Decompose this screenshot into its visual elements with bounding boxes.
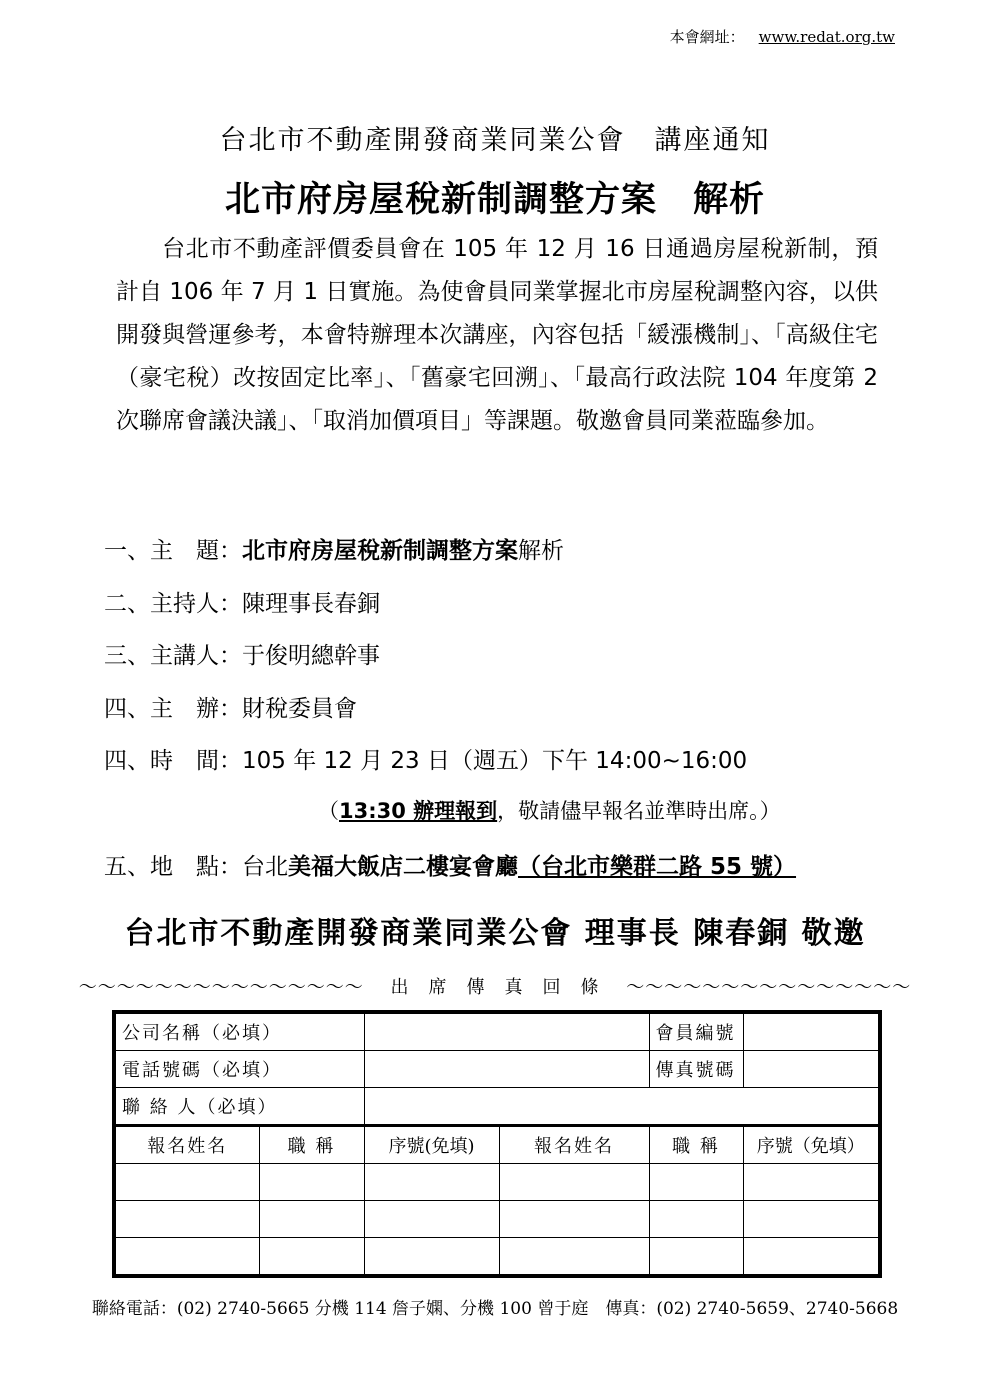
item-time-label: 四、時 間： [104, 748, 242, 774]
intro-text: 台北市不動產評價委員會在 105 年 12 月 16 日通過房屋稅新制，預計自 106 年 7 月 1 日實施。為使會員同業掌握北市房屋稅調整內容，以供開發與營運參考，本會特辦理本次講座，內容包括「緩漲機制」、「高級住宅（豪宅稅）改按固定比率」、「舊豪宅回溯」、「最高行政法院 104 年度第 2 次聯席會議決議」、「取消加價項目」等課題。敬邀會員同業蒞臨參加。 [116, 236, 878, 434]
attendee-name-field[interactable] [114, 1201, 259, 1238]
item-host-value: 陳理事長春銅 [242, 591, 380, 617]
time-note-open: （ [318, 799, 339, 823]
item-topic-value-bold: 北市府房屋稅新制調整方案 [242, 538, 518, 564]
attendee-row [114, 1238, 880, 1277]
contact-field[interactable] [364, 1088, 880, 1126]
time-note-rest: ，敬請儘早報名並準時出席。） [497, 799, 781, 823]
item-time [104, 742, 747, 775]
item-venue-name: 美福大飯店二樓宴會廳 [288, 854, 518, 880]
attendee-name-field[interactable] [114, 1238, 259, 1277]
item-venue-address: （台北市樂群二路 55 號） [518, 854, 797, 880]
company-field[interactable] [364, 1012, 649, 1051]
reply-form-table [112, 1010, 882, 1278]
attendee-serial-field[interactable] [743, 1201, 880, 1238]
attendee-serial-field[interactable] [364, 1164, 499, 1201]
attendee-title-field[interactable] [259, 1238, 364, 1277]
reply-title: 出 席 傳 真 回 條 [390, 977, 600, 998]
item-venue [104, 848, 796, 881]
attendee-serial-field[interactable] [364, 1238, 499, 1277]
item-host-label: 二、主持人： [104, 591, 242, 617]
header-name-2: 報名姓名 [499, 1126, 649, 1164]
attendee-title-field[interactable] [649, 1164, 743, 1201]
attendee-row [114, 1164, 880, 1201]
item-venue-label: 五、地 點： [104, 854, 242, 880]
attendee-title-field[interactable] [649, 1238, 743, 1277]
signoff: 台北市不動產開發商業同業公會 理事長 陳春銅 敬邀 [124, 916, 866, 951]
item-topic-label: 一、主 題： [104, 538, 242, 564]
header-title-2: 職 稱 [649, 1126, 743, 1164]
intro-paragraph [116, 228, 878, 443]
item-speaker [104, 637, 380, 670]
site-label: 本會網址： [669, 28, 745, 46]
item-topic [104, 532, 564, 565]
item-host [104, 585, 380, 618]
attendee-title-field[interactable] [649, 1201, 743, 1238]
item-speaker-value: 于俊明總幹事 [242, 643, 380, 669]
attendee-name-field[interactable] [499, 1201, 649, 1238]
reply-tilde-right: 〜〜〜〜〜〜〜〜〜〜〜〜〜〜〜 [626, 977, 912, 998]
reply-separator [0, 973, 990, 999]
attendee-name-field[interactable] [114, 1164, 259, 1201]
contact-label: 聯 絡 人（必填） [114, 1088, 364, 1126]
attendee-title-field[interactable] [259, 1164, 364, 1201]
attendee-name-field[interactable] [499, 1238, 649, 1277]
phone-label: 電話號碼（必填） [114, 1051, 364, 1088]
time-note-checkin: 13:30 辦理報到 [339, 799, 498, 823]
attendee-serial-field[interactable] [364, 1201, 499, 1238]
company-label: 公司名稱（必填） [114, 1012, 364, 1051]
attendee-title-field[interactable] [259, 1201, 364, 1238]
phone-field[interactable] [364, 1051, 649, 1088]
attendee-serial-field[interactable] [743, 1164, 880, 1201]
reply-tilde-left: 〜〜〜〜〜〜〜〜〜〜〜〜〜〜〜 [78, 977, 364, 998]
attendee-serial-field[interactable] [743, 1238, 880, 1277]
item-speaker-label: 三、主講人： [104, 643, 242, 669]
attendee-row [114, 1201, 880, 1238]
header-title-1: 職 稱 [259, 1126, 364, 1164]
contact-footer: 聯絡電話：(02) 2740-5665 分機 114 詹子嫻、分機 100 曾于庭 傳真：(02) 2740-5659、2740-5668 [91, 1299, 899, 1319]
item-time-value: 105 年 12 月 23 日（週五）下午 14:00~16:00 [242, 748, 748, 774]
item-venue-prefix: 台北 [242, 854, 288, 880]
fax-field[interactable] [743, 1051, 880, 1088]
header-serial-1: 序號(免填) [364, 1126, 499, 1164]
site-url-line [670, 26, 895, 47]
item-organizer-label: 四、主 辦： [104, 696, 242, 722]
header-name-1: 報名姓名 [114, 1126, 259, 1164]
item-topic-value-rest: 解析 [518, 538, 564, 564]
org-heading: 台北市不動產開發商業同業公會 講座通知 [219, 125, 771, 156]
member-no-field[interactable] [743, 1012, 880, 1051]
member-no-label: 會員編號 [649, 1012, 743, 1051]
item-organizer [104, 690, 357, 723]
page-title: 北市府房屋稅新制調整方案 解析 [224, 180, 765, 220]
attendee-name-field[interactable] [499, 1164, 649, 1201]
site-url-link[interactable]: www.redat.org.tw [758, 28, 895, 46]
item-time-note [318, 795, 781, 825]
header-serial-2: 序號（免填） [743, 1126, 880, 1164]
fax-label: 傳真號碼 [649, 1051, 743, 1088]
item-organizer-value: 財稅委員會 [242, 696, 357, 722]
